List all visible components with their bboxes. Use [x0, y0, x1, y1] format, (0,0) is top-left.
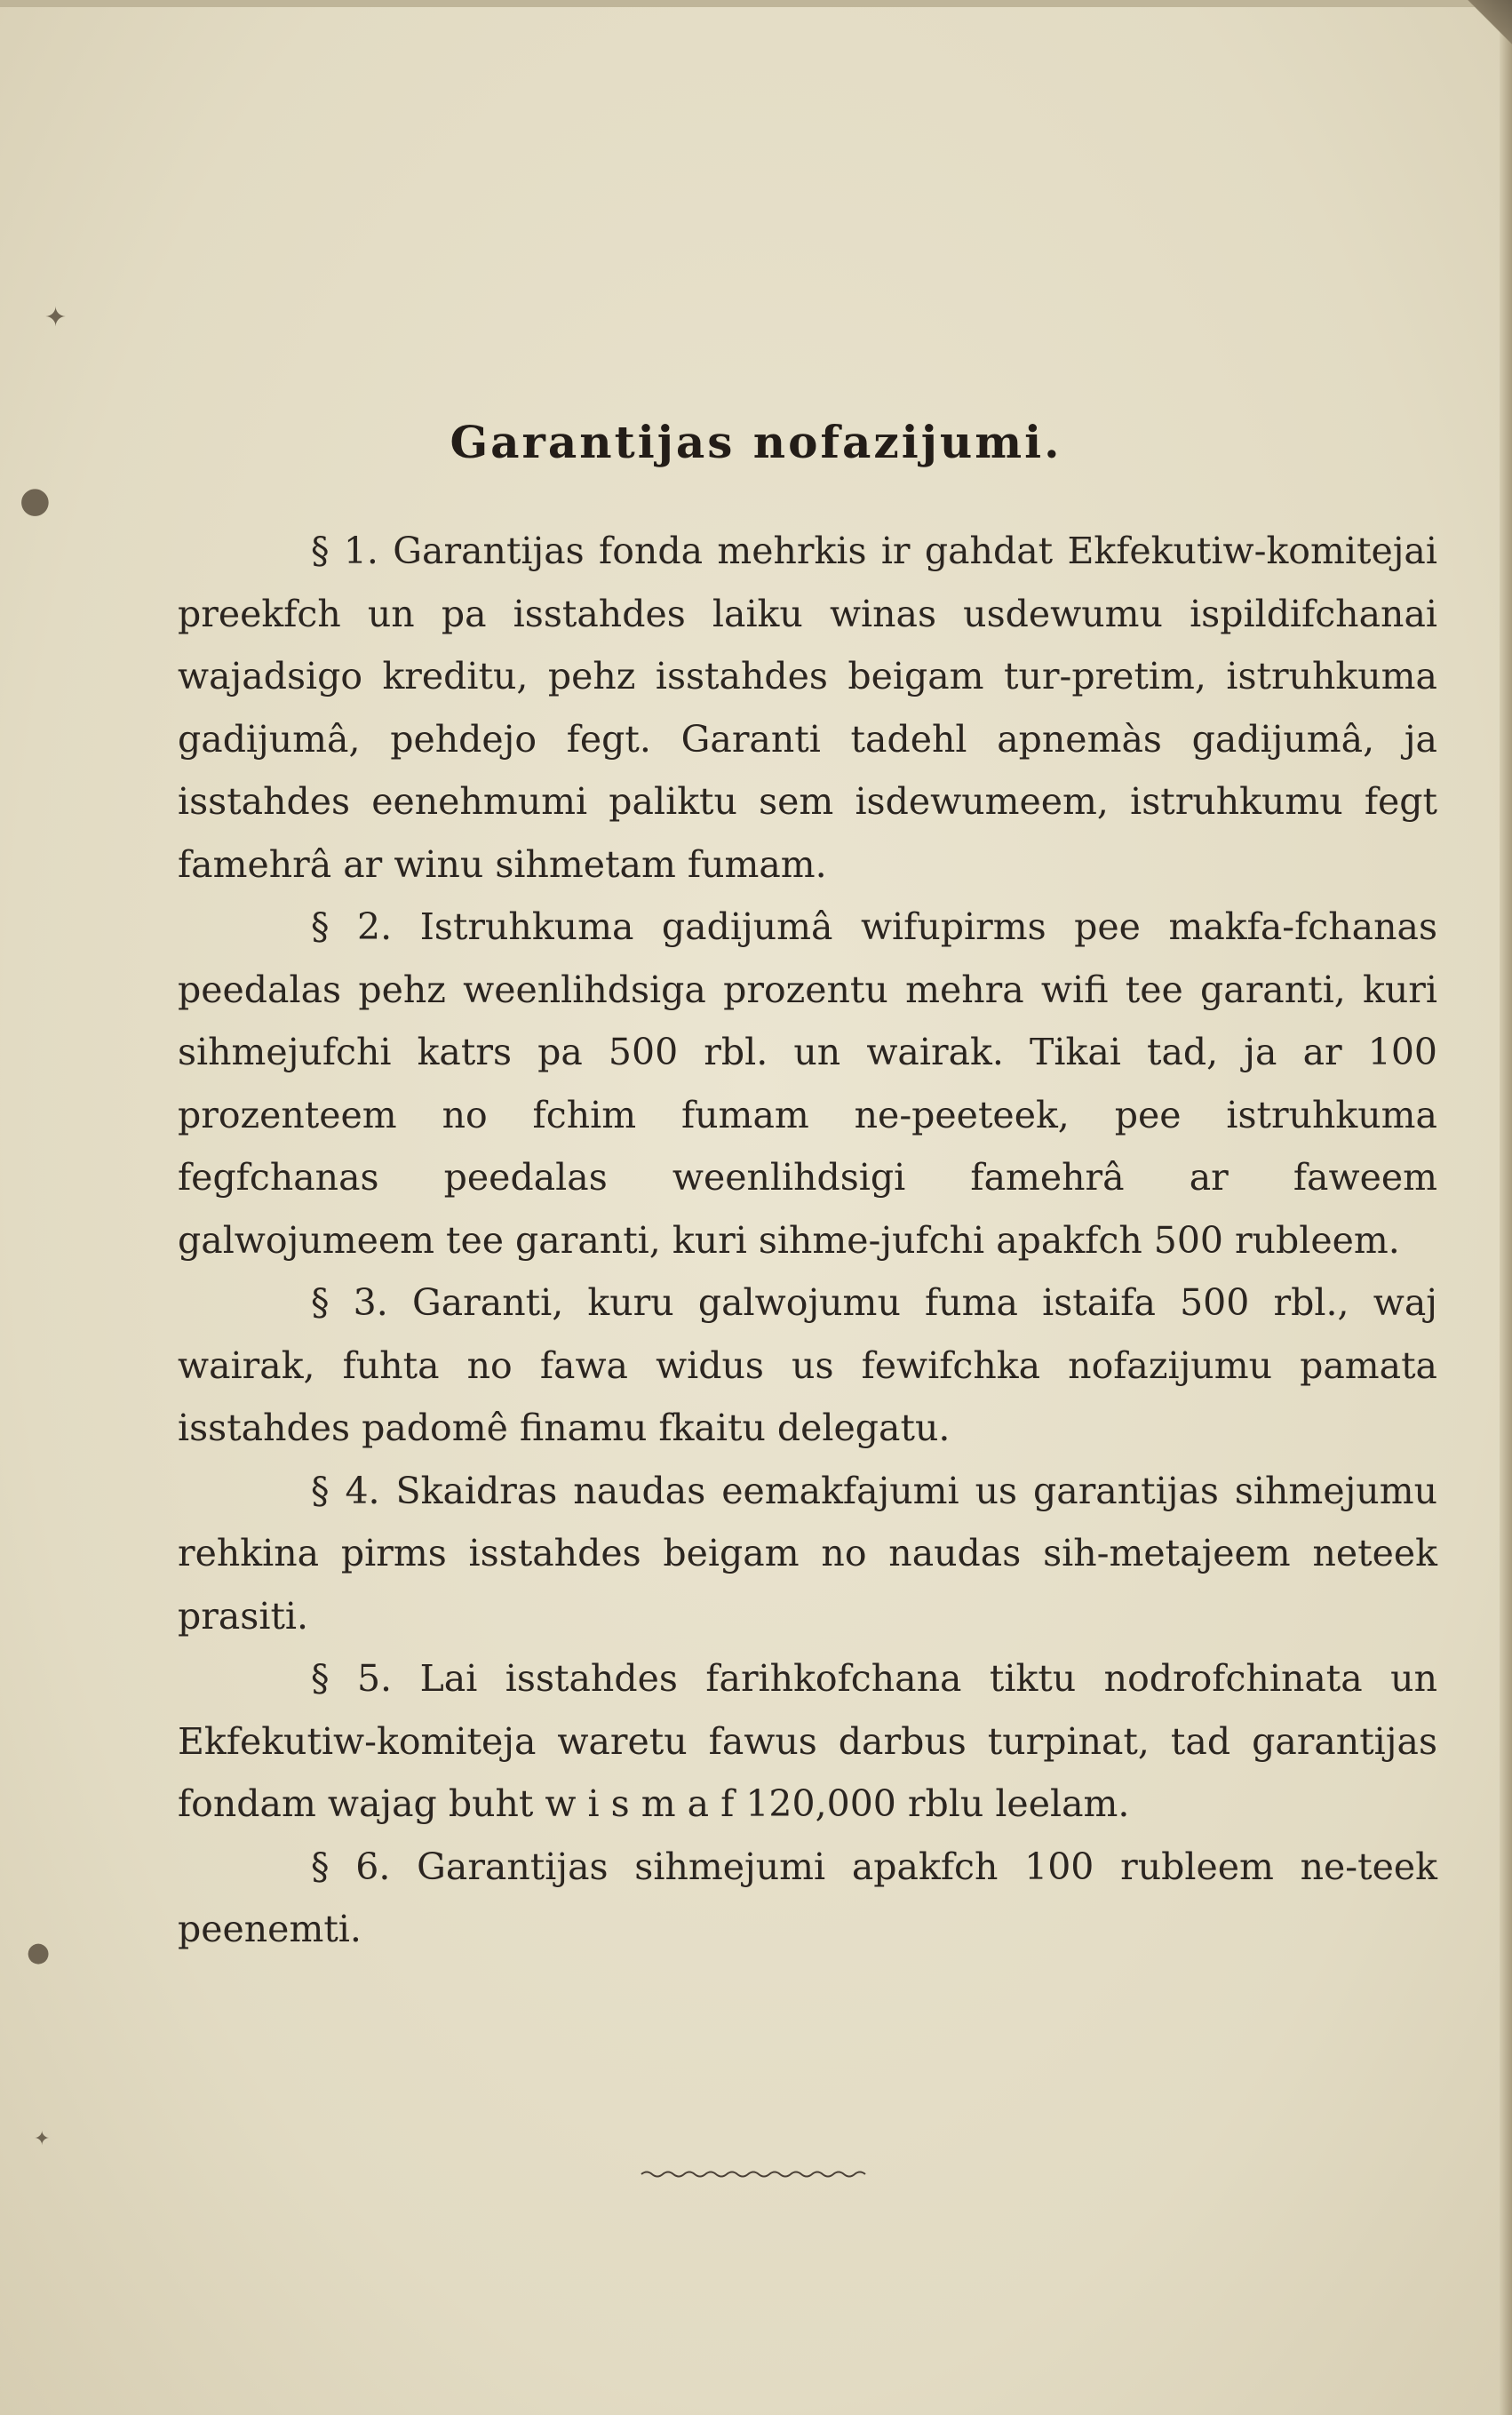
wavy-divider	[640, 2168, 871, 2180]
section-number: § 4.	[311, 1469, 380, 1512]
page-title: Garantijas nofazijumi.	[450, 416, 1062, 468]
paragraph-1	[178, 520, 1437, 896]
paragraph-text: Istruhkuma gadijumâ wifupirms pee makfa-fchanas peedalas pehz weenlihdsiga prozentu mehra wifi tee garanti, kuri sihmejufchi katrs pa 500 rbl. un wairak. Tikai tad, ja ar 100 prozenteem no fchim fumam ne-peeteek, pee istruhkuma fegfchanas peedalas weenlihdsigi famehrâ ar faweem galwojumeem tee garanti, kuri sihme-jufchi apakfch 500 rubleem.	[178, 905, 1437, 1262]
margin-mark: ✦	[44, 302, 68, 333]
paragraph-4	[178, 1460, 1437, 1648]
paragraph-text: Garanti, kuru galwojumu fuma istaifa 500 rbl., waj wairak, fuhta no fawa widus us fewifchka nofazijumu pamata isstahdes padomê finamu fkaitu delegatu.	[178, 1281, 1437, 1449]
page-right-edge	[1500, 0, 1512, 2415]
margin-mark: ●	[27, 1937, 51, 1968]
section-number: § 3.	[311, 1281, 388, 1324]
page-top-edge	[0, 0, 1512, 7]
paragraph-5	[178, 1647, 1437, 1836]
section-number: § 1.	[311, 530, 378, 572]
paragraph-text: Skaidras naudas eemakfajumi us garantijas sihmejumu rehkina pirms isstahdes beigam no naudas sih-metajeem neteek prasiti.	[178, 1469, 1437, 1638]
paragraph-3	[178, 1271, 1437, 1460]
margin-mark: ✦	[34, 2128, 51, 2150]
paragraph-text: Garantijas fonda mehrkis ir gahdat Ekfekutiw-komitejai preekfch un pa isstahdes laiku winas usdewumu ispildifchanai wajadsigo kreditu, pehz isstahdes beigam tur-pretim, istruhkuma gadijumâ, pehdejo fegt. Garanti tadehl apnemàs gadijumâ, ja isstahdes eenehmumi paliktu sem isdewumeem, istruhkumu fegt famehrâ ar winu sihmetam fumam.	[178, 530, 1437, 886]
paragraph-2	[178, 896, 1437, 1271]
corner-fold	[1450, 0, 1512, 62]
margin-mark: ●	[20, 480, 51, 521]
paragraph-text: Lai isstahdes farihkofchana tiktu nodrofchinata un Ekfekutiw-komiteja waretu fawus darbus turpinat, tad garantijas fondam wajag buht w i s m a f 120,000 rblu leelam.	[178, 1657, 1437, 1825]
paragraph-6	[178, 1836, 1437, 1961]
paragraph-text: Garantijas sihmejumi apakfch 100 rubleem ne-teek peenemti.	[178, 1845, 1437, 1950]
body-text	[178, 520, 1437, 1961]
section-number: § 2.	[311, 905, 393, 948]
section-number: § 6.	[311, 1845, 391, 1888]
section-number: § 5.	[311, 1657, 393, 1700]
